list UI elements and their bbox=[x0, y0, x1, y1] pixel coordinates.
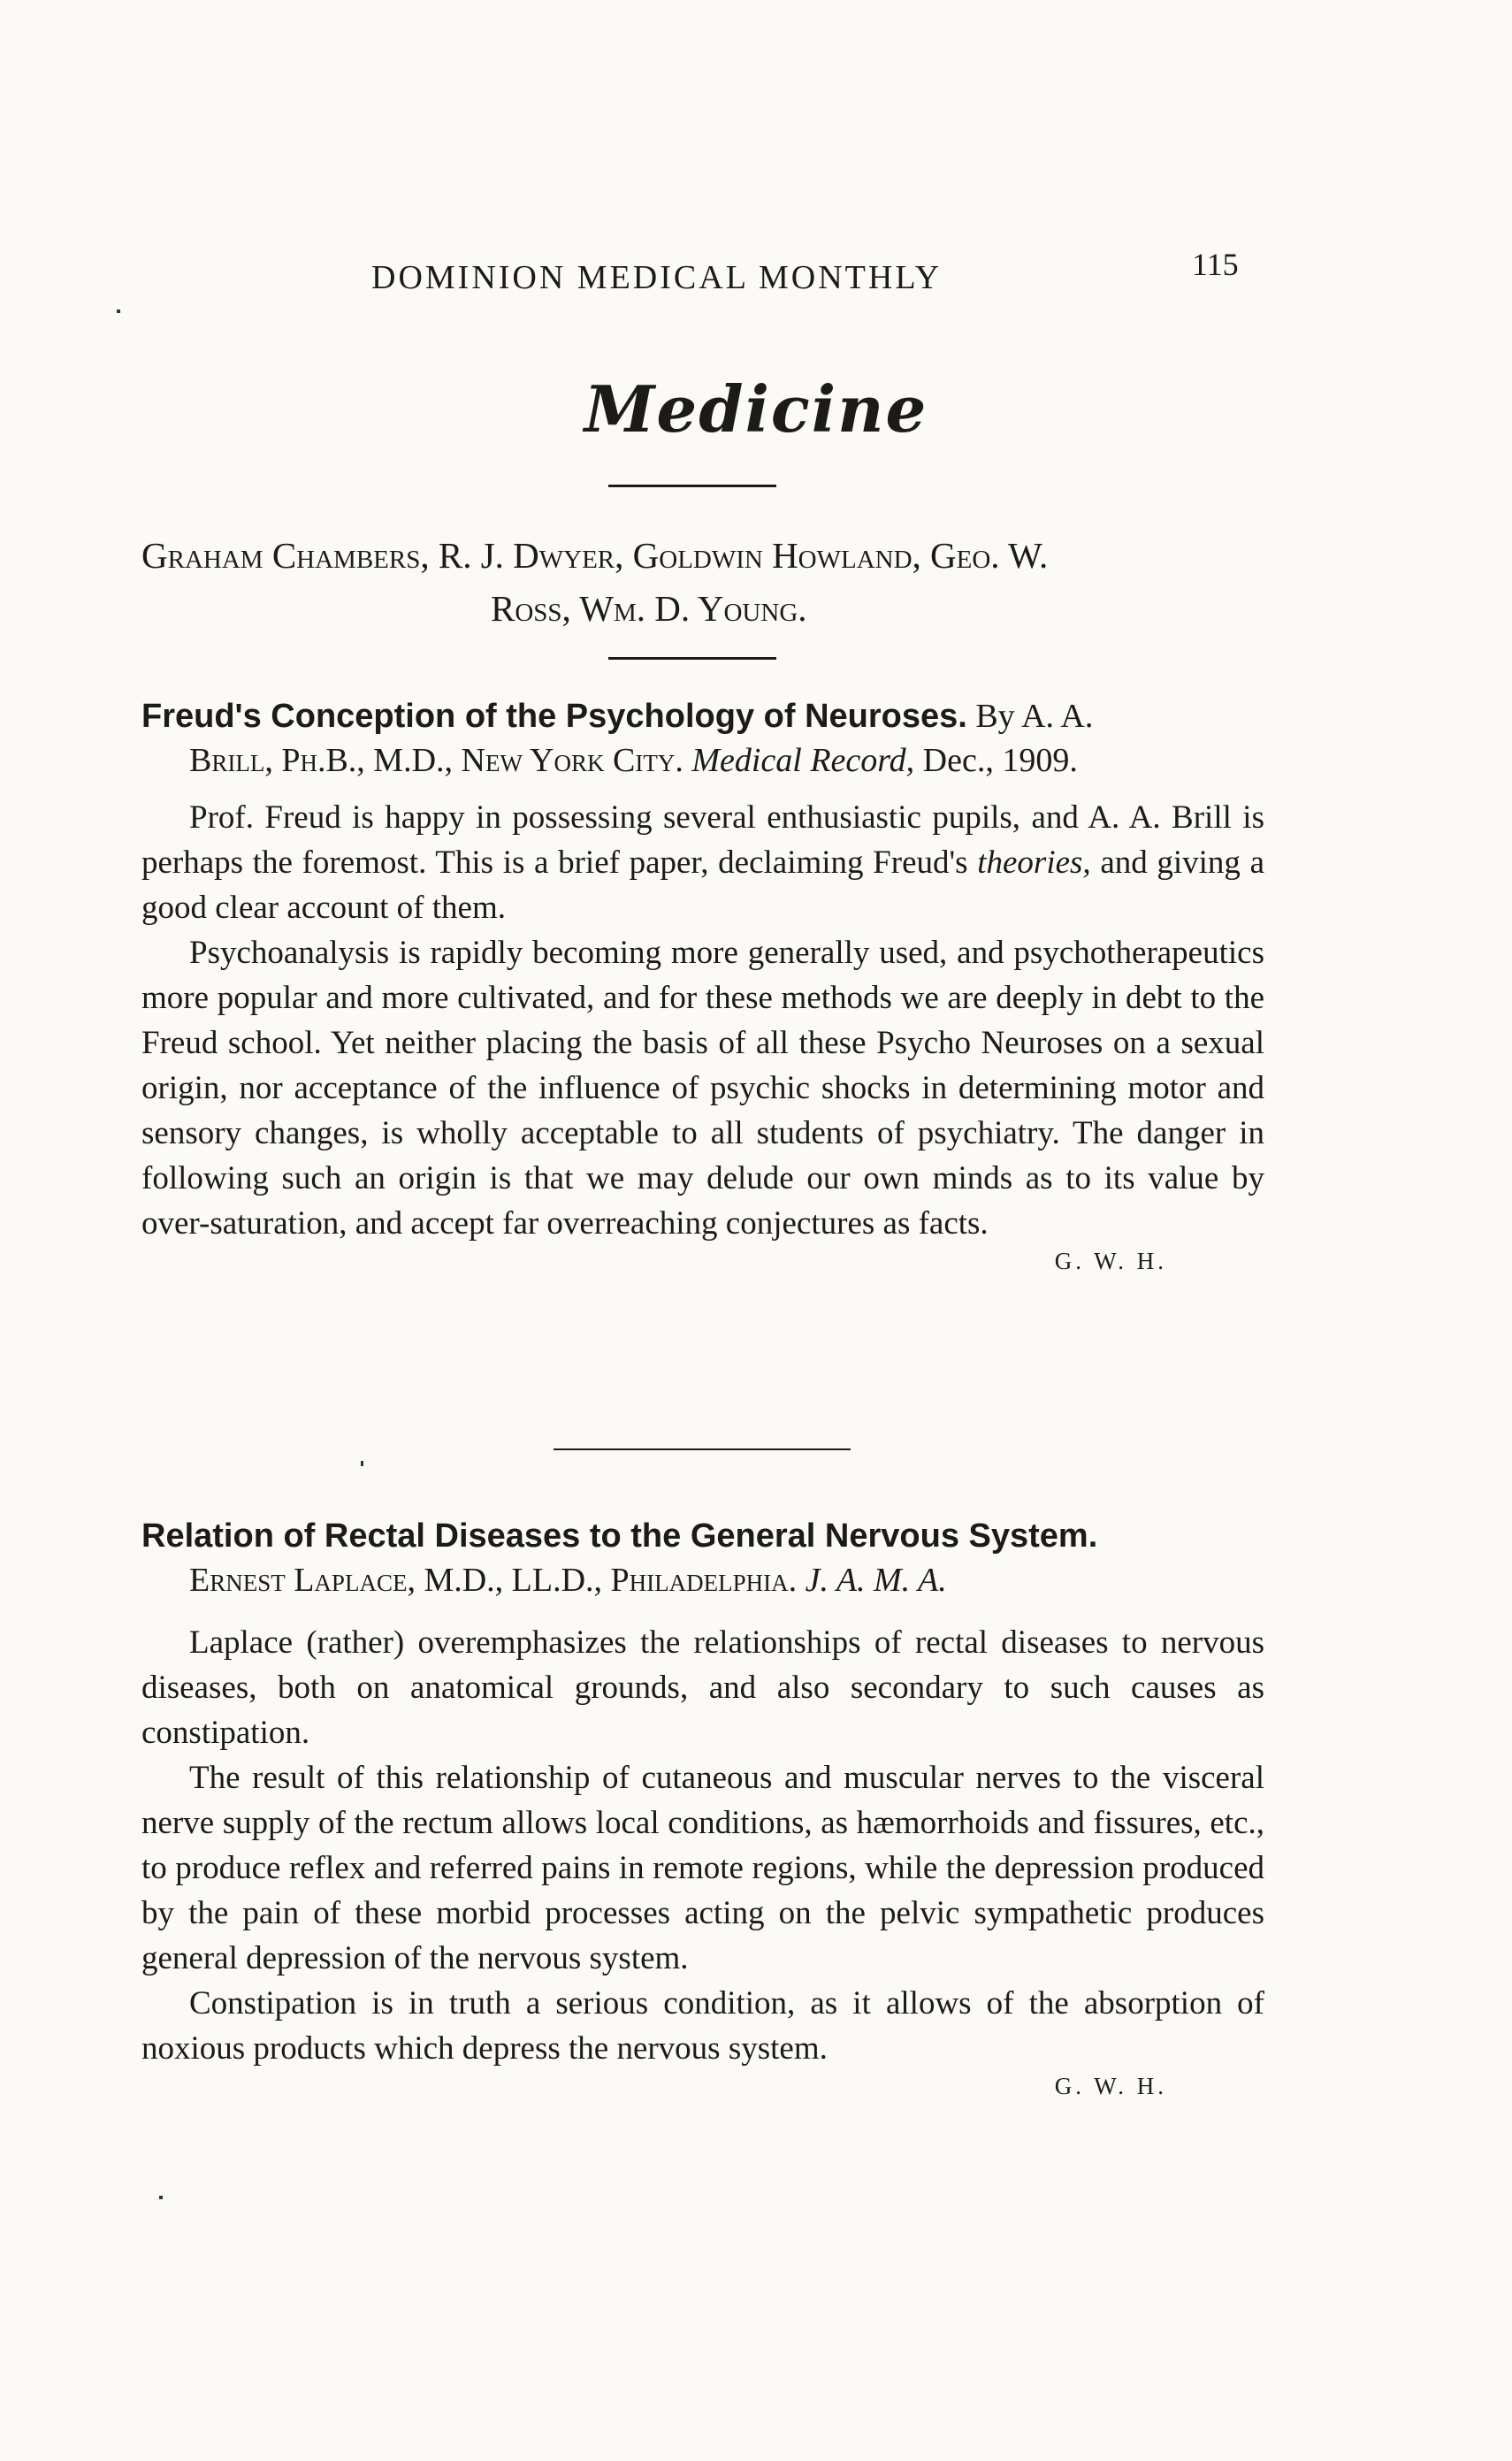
editors-line-2: Ross, Wm. D. Young. bbox=[491, 588, 807, 629]
page-number: 115 bbox=[1192, 247, 1239, 282]
article-author: Brill, Ph.B., M.D., New York City. bbox=[189, 742, 683, 779]
article-signature: G. W. H. bbox=[1054, 2073, 1167, 2099]
section-editors bbox=[141, 529, 1256, 635]
margin-dot bbox=[159, 2196, 163, 2199]
stray-mark bbox=[361, 1461, 363, 1466]
article-author: Ernest Laplace, M.D., LL.D., Philadelphia. bbox=[189, 1562, 798, 1599]
title-rule bbox=[608, 485, 776, 487]
article-header bbox=[141, 1514, 1264, 1602]
article-paragraph: Laplace (rather) overemphasizes the relationships of rectal diseases to nervous diseases, both on anatomical grounds, and also secondary to such causes as constipation. bbox=[141, 1624, 1264, 1751]
editors-line-1: Graham Chambers, R. J. Dwyer, Goldwin Howland, Geo. W. bbox=[141, 535, 1049, 576]
article-citation: Medical Record, bbox=[691, 742, 915, 779]
article-separator bbox=[554, 1448, 851, 1450]
paragraph-text: Prof. Freud is happy in possessing several enthusiastic pupils, and A. A. Brill is perhaps the foremost. This is a brief paper, declaiming Freud's bbox=[141, 799, 1264, 881]
article-byline bbox=[141, 738, 1264, 783]
article-rectal bbox=[141, 1514, 1264, 2100]
article-paragraph: Constipation is in truth a serious condition, as it allows of the absorption of noxious products which depress the nervous system. bbox=[141, 1985, 1264, 2067]
article-byline bbox=[141, 1558, 1264, 1602]
article-paragraph: Psychoanalysis is rapidly becoming more generally used, and psychotherapeutics more popular and more cultivated, and for these methods we are deeply in debt to the Freud school. Yet neither placing the basis of all these Psycho Neuroses on a sexual origin, nor acceptance of the influence of psychic shocks in determining motor and sensory changes, is wholly acceptable to all students of psychiatry. The danger in following such an origin is that we may delude our own minds as to its value by over-saturation, and accept far overreaching conjectures as facts. bbox=[141, 935, 1264, 1242]
article-paragraph bbox=[141, 795, 1264, 930]
article-freud bbox=[141, 694, 1264, 1275]
article-by: By A. A. bbox=[975, 698, 1094, 735]
article-citation: J. A. M. A. bbox=[805, 1562, 947, 1599]
running-head: DOMINION MEDICAL MONTHLY bbox=[371, 259, 943, 296]
article-header bbox=[141, 694, 1264, 783]
article-title: Relation of Rectal Diseases to the General Nervous System. bbox=[141, 1517, 1098, 1555]
editors-rule bbox=[608, 657, 776, 660]
article-date: Dec., 1909. bbox=[922, 742, 1078, 779]
section-title: Medicine bbox=[584, 371, 928, 447]
paragraph-emphasis: theories, bbox=[977, 845, 1091, 881]
margin-dot bbox=[117, 310, 120, 313]
article-signature: G. W. H. bbox=[1054, 1248, 1167, 1274]
article-paragraph: The result of this relationship of cutaneous and muscular nerves to the visceral nerve supply of the rectum allows local conditions, as hæmorrhoids and fissures, etc., to produce reflex and referred pains in remote regions, while the depression produced by the pain of these morbid processes acting on the pelvic sympathetic produces general depression of the nervous system. bbox=[141, 1760, 1264, 1976]
article-title: Freud's Conception of the Psychology of Neuroses. bbox=[141, 698, 967, 735]
paragraph-text: and giving a good clear account of them. bbox=[141, 845, 1264, 926]
